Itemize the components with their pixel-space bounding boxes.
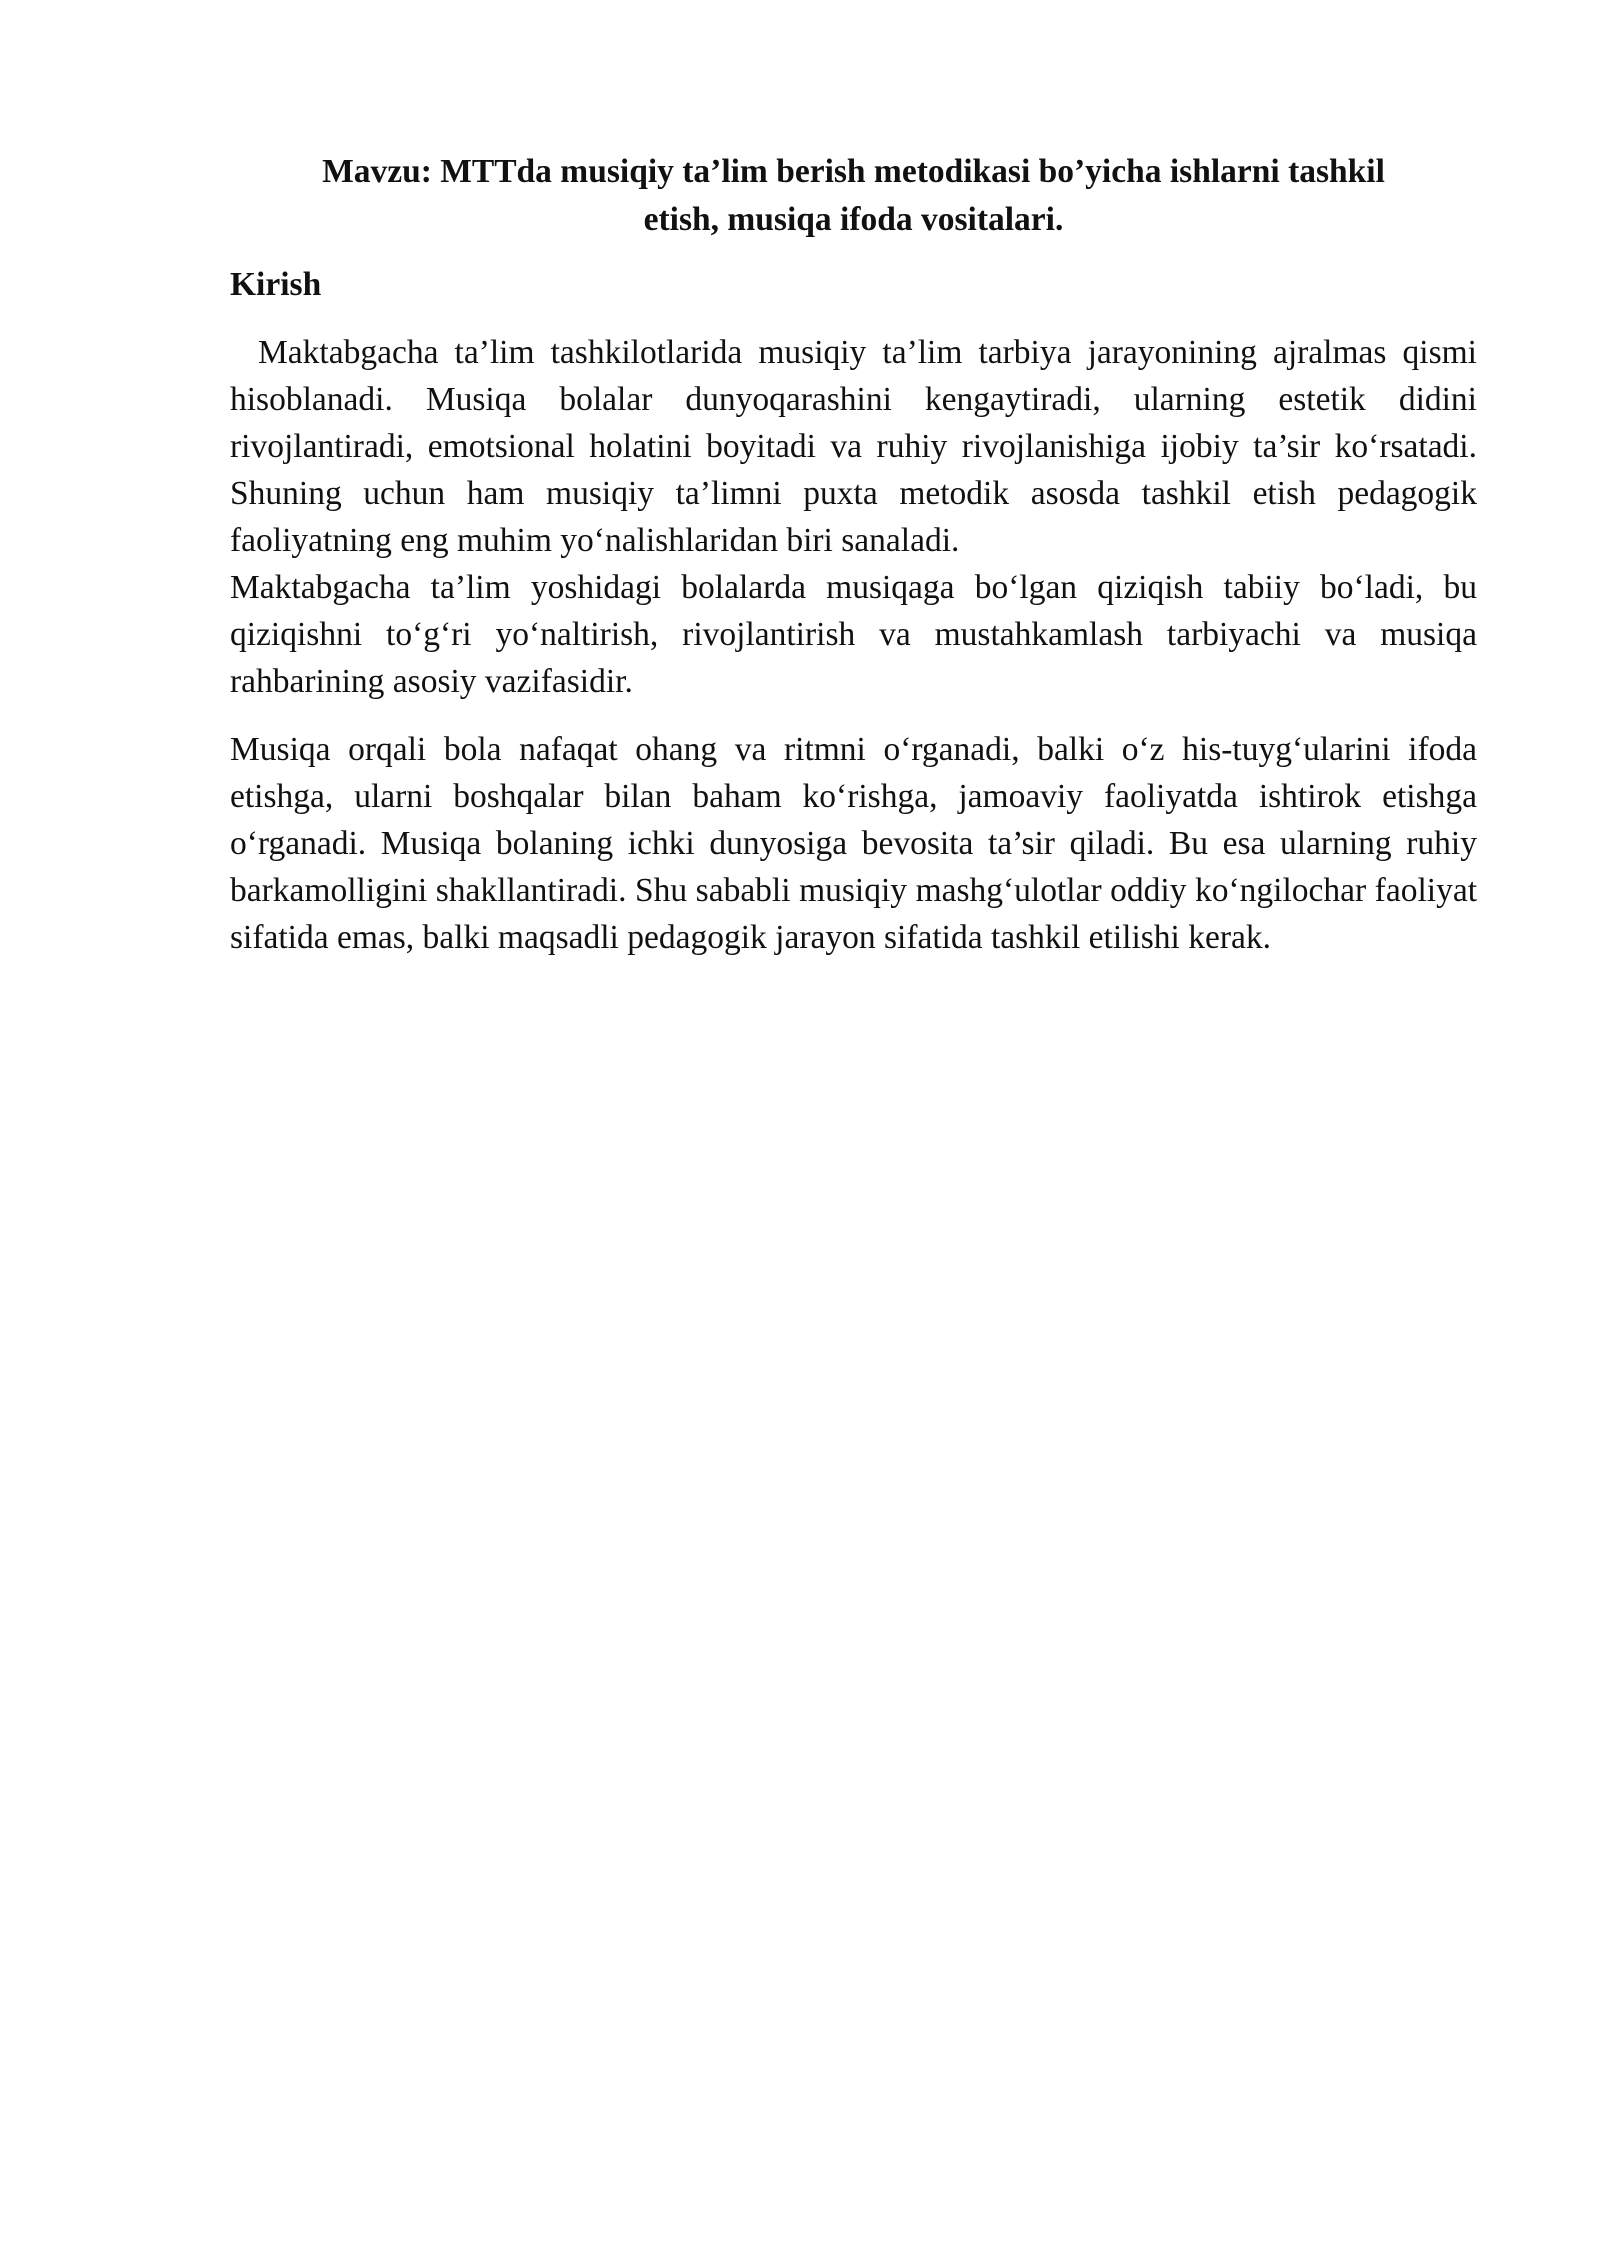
document-body	[230, 148, 1477, 961]
body-paragraph-1	[230, 329, 1477, 705]
body-paragraph-2: Musiqa orqali bola nafaqat ohang va ritmni o‘rganadi, balki o‘z his-tuyg‘ularini ifoda etishga, ularni boshqalar bilan baham ko‘rishga, jamoaviy faoliyatda ishtirok etishga o‘rganadi. Musiqa bolaning ichki dunyosiga bevosita ta’sir qiladi. Bu esa ularning ruhiy barkamolligini shakllantiradi. Shu sababli musiqiy mashg‘ulotlar oddiy ko‘ngilochar faoliyat sifatida emas, balki maqsadli pedagogik jarayon sifatida tashkil etilishi kerak.	[230, 731, 1477, 956]
section-heading: Kirish	[230, 266, 322, 303]
document-title-line-2: etish, musiqa ifoda vositalari.	[643, 201, 1064, 238]
body-paragraph-1-part-2: Maktabgacha ta’lim yoshidagi bolalarda musiqaga bo‘lgan qiziqish tabiiy bo‘ladi, bu qiziqishni to‘g‘ri yo‘naltirish, rivojlantirish va mustahkamlash tarbiyachi va musiqa rahbarining asosiy vazifasidir.	[230, 569, 1477, 700]
body-paragraph-1-part-1: Maktabgacha ta’lim tashkilotlarida musiqiy ta’lim tarbiya jarayonining ajralmas qismi hisoblanadi. Musiqa bolalar dunyoqarashini kengaytiradi, ularning estetik didini rivojlantiradi, emotsional holatini boyitadi va ruhiy rivojlanishiga ijobiy ta’sir ko‘rsatadi. Shuning uchun ham musiqiy ta’limni puxta metodik asosda tashkil etish pedagogik faoliyatning eng muhim yo‘nalishlaridan biri sanaladi.	[230, 334, 1477, 559]
document-title-line-1: Mavzu: MTTda musiqiy ta’lim berish metodikasi bo’yicha ishlarni tashkil	[322, 153, 1385, 190]
document-title	[230, 148, 1477, 244]
